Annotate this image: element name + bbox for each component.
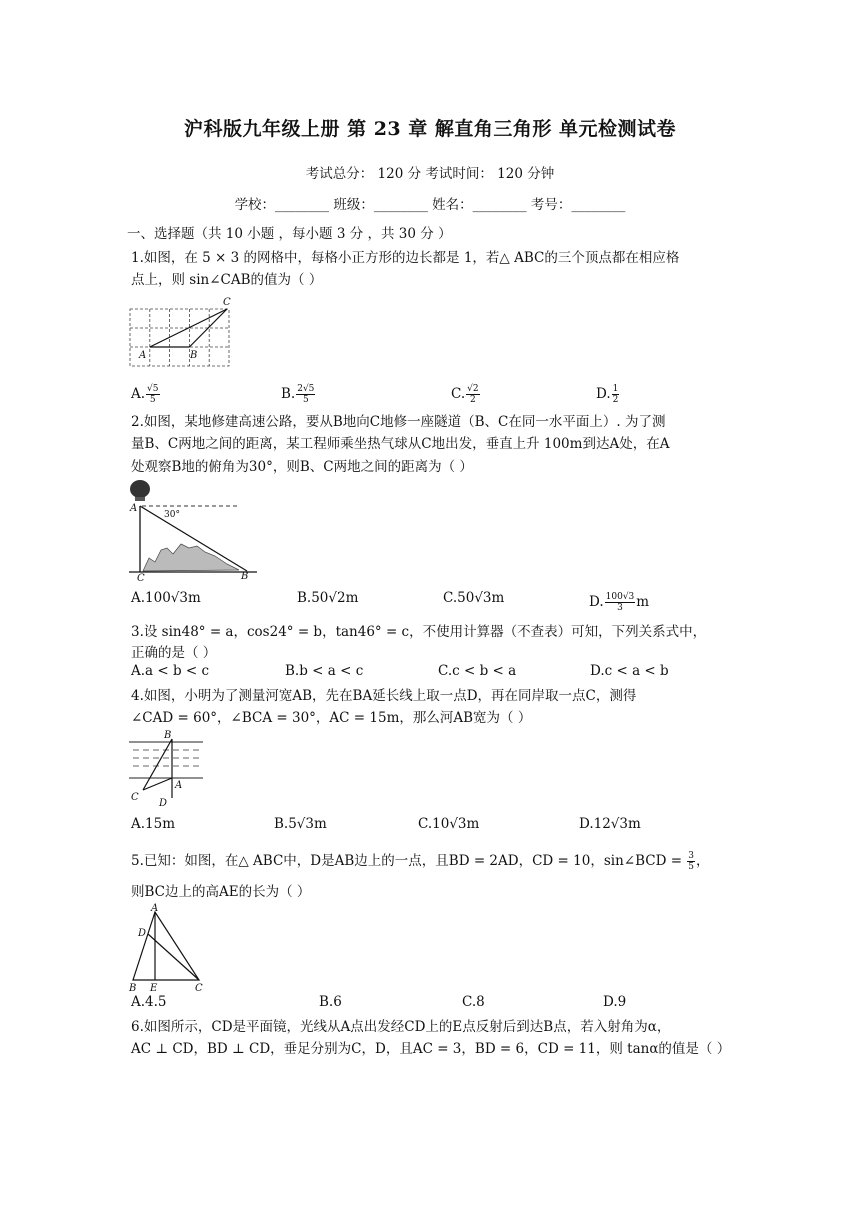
q2-option-d: D. $\frac{100√3}{3}$ m (589, 592, 650, 613)
q2-line3: 处观察B地的俯角为30°，则B、C两地之间的距离为（ ） (131, 459, 473, 475)
balloon-icon (130, 480, 150, 501)
q1-option-d: D. $\frac{1}{2}$ (596, 384, 619, 405)
q5-label-a: A (151, 903, 159, 914)
q3-option-b: B.b < a < c (285, 663, 364, 679)
q5-option-b: B.6 (319, 994, 342, 1010)
q5-line2: 则BC边上的高AE的长为（ ） (131, 884, 311, 900)
q1-option-a: A. $\frac{√5}{5}$ (131, 384, 159, 405)
q3-option-d: D.c < a < b (590, 663, 669, 679)
q6-line1: 6.如图所示，CD是平面镜，光线从A点出发经CD上的E点反射后到达B点，若入射角为α， (131, 1019, 671, 1035)
page-title: 沪科版九年级上册 第 23 章 解直角三角形 单元检测试卷 (183, 118, 676, 140)
q2-line2: 量B、C两地之间的距离，某工程师乘坐热气球从C地出发，垂直上升 100m到达A处，在A (131, 436, 670, 452)
q4-option-d: D.12√3m (579, 816, 641, 832)
q5-label-e: E (150, 983, 158, 994)
q1-label-c: C (223, 297, 231, 308)
q2-label-b: B (241, 571, 249, 582)
q5-label-c: C (195, 983, 203, 994)
q2-label-angle: 30° (164, 510, 180, 520)
q1-line2: 点上，则 sin∠CAB的值为（ ） (131, 272, 323, 288)
q1-label-b: B (190, 350, 198, 361)
section-heading: 一、选择题（共 10 小题 ，每小题 3 分 ，共 30 分 ） (127, 226, 452, 242)
q5-figure (129, 902, 209, 994)
q1-line1: 1.如图，在 5 × 3 的网格中，每格小正方形的边长都是 1，若△ ABC的三个顶点都在相应格 (131, 250, 680, 266)
q2-label-c: C (137, 573, 145, 584)
q1-figure (129, 296, 239, 370)
q4-line2: ∠CAD = 60°，∠BCA = 30°，AC = 15m，那么河AB宽为（ ） (131, 710, 532, 726)
q2-label-a: A (130, 503, 138, 514)
q4-label-a: A (175, 780, 183, 791)
q6-line2: AC ⊥ CD，BD ⊥ CD，垂足分别为C，D，且AC = 3，BD = 6，CD = 11，则 tanα的值是（ ） (131, 1041, 731, 1057)
q5-label-d: D (138, 928, 147, 939)
q3-option-c: C.c < b < a (438, 663, 517, 679)
q4-label-d: D (159, 798, 168, 809)
exam-info: 考试总分： 120 分 考试时间： 120 分钟 (305, 166, 555, 182)
q2-option-a: A.100√3m (131, 590, 201, 606)
q5-label-b: B (129, 983, 137, 994)
q4-label-b: B (164, 730, 172, 741)
q1-label-a: A (139, 350, 147, 361)
q3-line1: 3.设 sin48° = a，cos24° = b，tan46° = c，不使用计算器（不查表）可知，下列关系式中， (131, 624, 707, 640)
q4-option-a: A.15m (131, 816, 176, 832)
q5-line1: 5.已知：如图，在△ ABC中，D是AB边上的一点，且BD = 2AD，CD = 10，sin∠BCD = $\frac{3}{5}$ ， (131, 851, 710, 872)
q1-option-c: C. $\frac{√2}{2}$ (451, 384, 479, 405)
q2-option-c: C.50√3m (443, 590, 505, 606)
q4-option-b: B.5√3m (274, 816, 327, 832)
student-info: 学校：________ 班级：________ 姓名：________ 考号：________ (234, 197, 626, 213)
q4-figure (129, 730, 205, 810)
q2-line1: 2.如图，某地修建高速公路，要从B地向C地修一座隧道（B、C在同一水平面上）. 为了测 (131, 414, 666, 430)
q1-option-b: B. $\frac{2√5}{5}$ (281, 384, 315, 405)
q4-label-c: C (131, 792, 139, 803)
q2-option-b: B.50√2m (297, 590, 359, 606)
q2-figure (129, 478, 259, 584)
q5-option-c: C.8 (462, 994, 485, 1010)
q3-line2: 正确的是（ ） (131, 645, 217, 661)
q5-option-a: A.4.5 (131, 994, 167, 1010)
q5-option-d: D.9 (603, 994, 627, 1010)
q4-option-c: C.10√3m (418, 816, 480, 832)
q4-line1: 4.如图，小明为了测量河宽AB，先在BA延长线上取一点D，再在同岸取一点C，测得 (131, 688, 637, 704)
q3-option-a: A.a < b < c (131, 663, 210, 679)
